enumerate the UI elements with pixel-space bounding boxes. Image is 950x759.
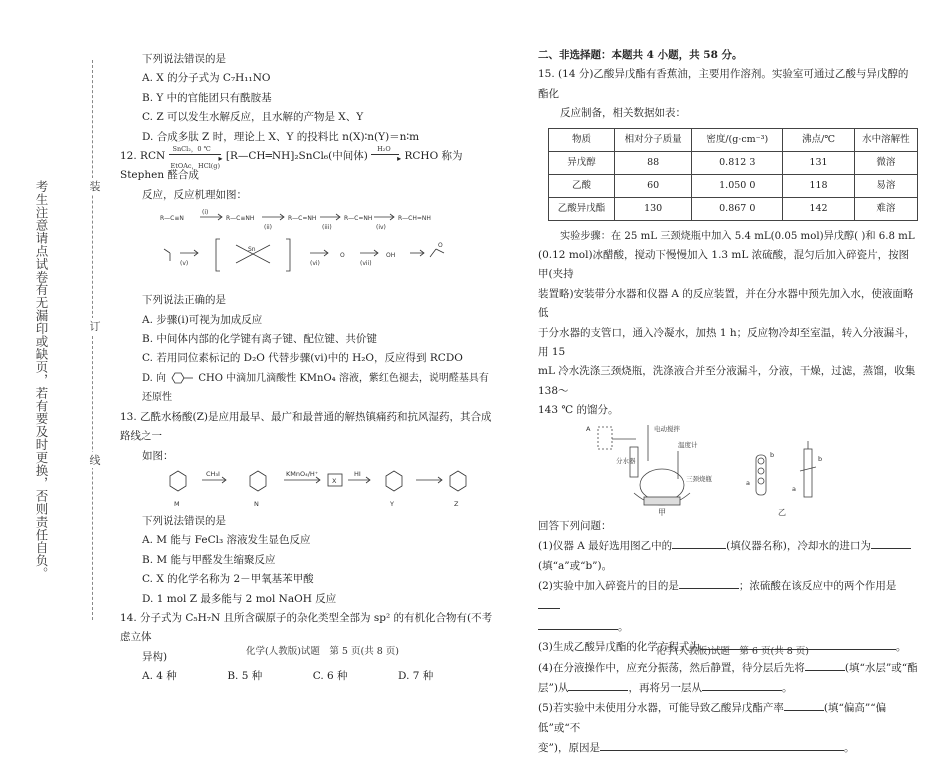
q13-option-d: D. 1 mol Z 最多能与 2 mol NaOH 反应 [142, 592, 337, 605]
q12-option-c: C. 若用同位素标记的 D₂O 代替步骤(vi)中的 H₂O，反应得到 RCDO [142, 352, 463, 365]
q12-intermediate: [R—CH═NH]₂SnCl₆(中间体) [225, 150, 368, 163]
label-thermometer: 温度计 [678, 440, 698, 449]
q11-option-d: D. 合成多肽 Z 时，理论上 X、Y 的投料比 n(X)∶n(Y)＝n∶m [142, 130, 420, 143]
q14-options [120, 667, 498, 686]
answer-blank[interactable] [871, 536, 911, 549]
q15-5-cont: 变”)，原因是 。 [538, 738, 918, 758]
q14-option-c: C. 6 种 [312, 670, 348, 683]
q13-option-a: A. M 能与 FeCl₃ 溶液发生显色反应 [142, 534, 311, 547]
q15-step-6: 143 ℃ 的馏分。 [538, 404, 619, 417]
table-cell: 微溶 [854, 151, 917, 174]
svg-text:R—C≡NH: R—C≡NH [226, 215, 255, 223]
q12-rcn: RCN [140, 150, 166, 163]
answer-intro: 回答下列问题： [538, 519, 612, 532]
q15-stem-1: 15. (14 分)乙酸异戊酯有香蕉油，主要用作溶剂。实验室可通过乙酸与异戊醇的酯化 [538, 68, 909, 100]
q15-5: (5)若实验中未使用分水器，可能导致乙酸异戊酯产率 (填“偏高”“偏低”或“不 [538, 698, 918, 738]
q12-option-a: A. 步骤(i)可视为加成反应 [142, 313, 263, 326]
svg-text:O: O [340, 252, 345, 260]
table-cell: 0.867 0 [692, 197, 783, 220]
label-vii: (vii) [360, 260, 372, 268]
q12-line2: 反应，反应机理如图： [142, 188, 247, 201]
route-svg [160, 466, 470, 512]
svg-text:OH: OH [386, 252, 396, 260]
left-column [120, 50, 498, 687]
table-header: 沸点/℃ [783, 128, 854, 151]
q15-2-cont: 。 [538, 617, 918, 637]
label-b1: b [770, 450, 775, 459]
q15-step-4: 于分水器的支管口，通入冷凝水，加热 1 h；反应物冷却至室温，转入分液漏斗，用 15 [538, 326, 916, 359]
svg-text:Sn: Sn [248, 246, 256, 254]
svg-text:R—CH=NH: R—CH=NH [398, 215, 431, 223]
benzyl-ring-icon [169, 371, 195, 385]
answer-blank[interactable] [672, 536, 726, 549]
q13-synthesis-route [160, 466, 498, 512]
exam-notice: 考生注意请点试卷有无漏印或缺页，若有要及时更换，否则责任自负。 [34, 180, 49, 580]
binding-mark-xian: 线 [89, 454, 101, 467]
binding-mark-ding: 订 [89, 320, 101, 333]
q15-stem-2: 反应制备，相关数据如表： [560, 107, 686, 120]
table-header-row [549, 128, 918, 151]
table-row [549, 151, 918, 174]
table-header: 密度/(g·cm⁻³) [692, 128, 783, 151]
reagent-kmno4: KMnO₄/H⁺ [286, 469, 319, 478]
q15-1: (1)仪器 A 最好选用图乙中的 (填仪器名称)，冷却水的进口为 [538, 536, 918, 556]
table-cell: 142 [783, 197, 854, 220]
binding-margin [0, 0, 100, 672]
table-header: 水中溶解性 [854, 128, 917, 151]
q15-1-cont: (填“a”或“b”)。 [538, 559, 613, 572]
answer-blank[interactable] [538, 617, 618, 630]
q12-intro: 下列说法正确的是 [142, 294, 226, 307]
q13-option-b: B. M 能与甲醛发生缩聚反应 [142, 553, 276, 566]
svg-text:R—C=NH: R—C=NH [344, 215, 373, 223]
table-row [549, 197, 918, 220]
q12-h2o: H₂O [377, 145, 391, 154]
table-cell: 1.050 0 [692, 174, 783, 197]
answer-blank[interactable] [784, 698, 824, 711]
q14-option-d: D. 7 种 [398, 670, 434, 683]
label-vi: (vi) [310, 260, 320, 268]
q11-intro: 下列说法错误的是 [142, 53, 226, 65]
left-footer: 化学(人教版)试题 第 5 页(共 8 页) [246, 646, 399, 657]
table-cell: 88 [615, 151, 692, 174]
q13-stem-2: 如图： [142, 449, 174, 462]
q15-3: (3)生成乙酸异戊酯的化学方程式为 。 [538, 637, 918, 657]
label-Y: Y [390, 499, 394, 508]
answer-blank[interactable] [702, 678, 782, 691]
answer-blank[interactable] [679, 576, 739, 589]
table-cell: 60 [615, 174, 692, 197]
label-i: (i) [202, 209, 209, 217]
q15-2: (2)实验中加入碎瓷片的目的是 ；浓硫酸在该反应中的两个作用是 [538, 576, 918, 617]
answer-blank[interactable] [568, 678, 628, 691]
q12-cond-bottom: EtOAc，HCl(g) [170, 162, 221, 171]
q12-stem [120, 147, 498, 186]
table-cell: 异戊醇 [549, 151, 615, 174]
q13-intro: 下列说法错误的是 [142, 514, 226, 527]
table-header: 相对分子质量 [615, 128, 692, 151]
label-iv: (iv) [376, 224, 386, 232]
label-N: N [254, 499, 259, 508]
q15-step-5: mL 冷水洗涤三颈烧瓶，洗涤液合并至分液漏斗，分液，干燥，过滤，蒸馏，收集 138～ [538, 365, 916, 397]
q14-option-b: B. 5 种 [227, 670, 263, 683]
table-cell: 易溶 [854, 174, 917, 197]
reagent-ch3i: CH₃I [206, 469, 220, 478]
label-v: (v) [180, 260, 189, 268]
svg-text:O: O [438, 242, 443, 250]
svg-text:R—C=NH: R—C=NH [288, 215, 317, 223]
q15-step-1: 实验步骤：在 25 mL 三颈烧瓶中加入 5.4 mL(0.05 mol)异戊醇( )和 6.8 mL [560, 230, 915, 242]
answer-blank[interactable] [600, 738, 844, 751]
table-cell: 131 [783, 151, 854, 174]
q12-arrow-2: H₂O ▸ [371, 149, 401, 159]
q14-stem-1: 14. 分子式为 C₅H₇N 且所含碳原子的杂化类型全部为 sp² 的有机化合物有(不考虑立体 [120, 611, 493, 644]
binding-line [92, 60, 93, 620]
q15-step-3: 装置略)安装带分水器和仪器 A 的反应装置，并在分水器中预先加入水，使液面略低 [538, 287, 914, 320]
binding-mark-zhuang: 装 [89, 180, 101, 193]
q12-option-d: D. 向 CHO 中滴加几滴酸性 KMnO₄ 溶液，紫红色褪去，说明醛基具有还原性 [142, 372, 489, 404]
data-table [548, 128, 918, 221]
label-jia: 甲 [658, 507, 666, 517]
q12-arrow-1: SnCl₂，0 ℃ ▸ EtOAc，HCl(g) [169, 149, 223, 159]
q14-option-a: A. 4 种 [142, 670, 177, 683]
section-heading: 二、非选择题：本题共 4 小题，共 58 分。 [538, 49, 743, 61]
label-X: X [332, 476, 337, 485]
label-b2: b [818, 454, 823, 463]
table-cell: 118 [783, 174, 854, 197]
q12-end: RCHO 称为 Stephen 醛合成 [120, 150, 463, 182]
label-Z: Z [454, 499, 459, 508]
q12-number: 12. [120, 150, 137, 163]
q15-4: (4)在分液操作中，应充分振荡，然后静置，待分层后先将 (填“水层”或“酯 [538, 658, 918, 678]
apparatus-svg [578, 421, 878, 517]
label-ii: (ii) [264, 224, 273, 232]
label-flask: 三颈烧瓶 [686, 474, 712, 483]
table-cell: 乙酸异戊酯 [549, 197, 615, 220]
q13-stem-1: 13. 乙酰水杨酸(Z)是应用最早、最广和最普通的解热镇痛药和抗风湿药，其合成路线之一 [120, 410, 492, 443]
q15-step-2: (0.12 mol)冰醋酸，搅动下慢慢加入 1.3 mL 浓硫酸，混匀后加入碎瓷片，按图甲(夹持 [538, 249, 910, 281]
mechanism-svg [160, 205, 450, 291]
table-cell: 难溶 [854, 197, 917, 220]
q11-option-b: B. Y 中的官能团只有酰胺基 [142, 91, 272, 104]
q12-option-b: B. 中间体内部的化学键有离子键、配位键、共价键 [142, 333, 377, 346]
label-iii: (iii) [322, 224, 332, 232]
answer-blank[interactable] [538, 596, 560, 609]
label-yi: 乙 [778, 507, 786, 517]
q11-option-c: C. Z 可以发生水解反应，且水解的产物是 X、Y [142, 111, 364, 124]
q12-cond-top: SnCl₂，0 ℃ [172, 145, 211, 154]
table-cell: 0.812 3 [692, 151, 783, 174]
table-cell: 130 [615, 197, 692, 220]
q12-mechanism-scheme [160, 205, 498, 291]
right-footer: 化学(人教版)试题 第 6 页(共 8 页) [656, 646, 809, 657]
table-cell: 乙酸 [549, 174, 615, 197]
label-stirrer: 电动搅拌 [654, 424, 680, 433]
label-M: M [174, 499, 180, 508]
label-A: A [586, 424, 591, 433]
label-a2: a [792, 484, 796, 493]
apparatus-figure [578, 421, 878, 517]
table-header: 物质 [549, 128, 615, 151]
q11-option-a: A. X 的分子式为 C₇H₁₁NO [142, 72, 271, 85]
q15-4-cont: 层”)从 ，再将另一层从 。 [538, 678, 918, 698]
label-a1: a [746, 478, 750, 487]
q14-stem-2: 异构) [142, 650, 168, 663]
q13-option-c: C. X 的化学名称为 2－甲氧基苯甲酸 [142, 573, 314, 586]
svg-text:R—C≡N: R—C≡N [160, 215, 184, 223]
label-separator: 分水器 [616, 456, 636, 465]
reagent-hi: HI [354, 469, 361, 478]
table-row [549, 174, 918, 197]
answer-blank[interactable] [805, 658, 845, 671]
